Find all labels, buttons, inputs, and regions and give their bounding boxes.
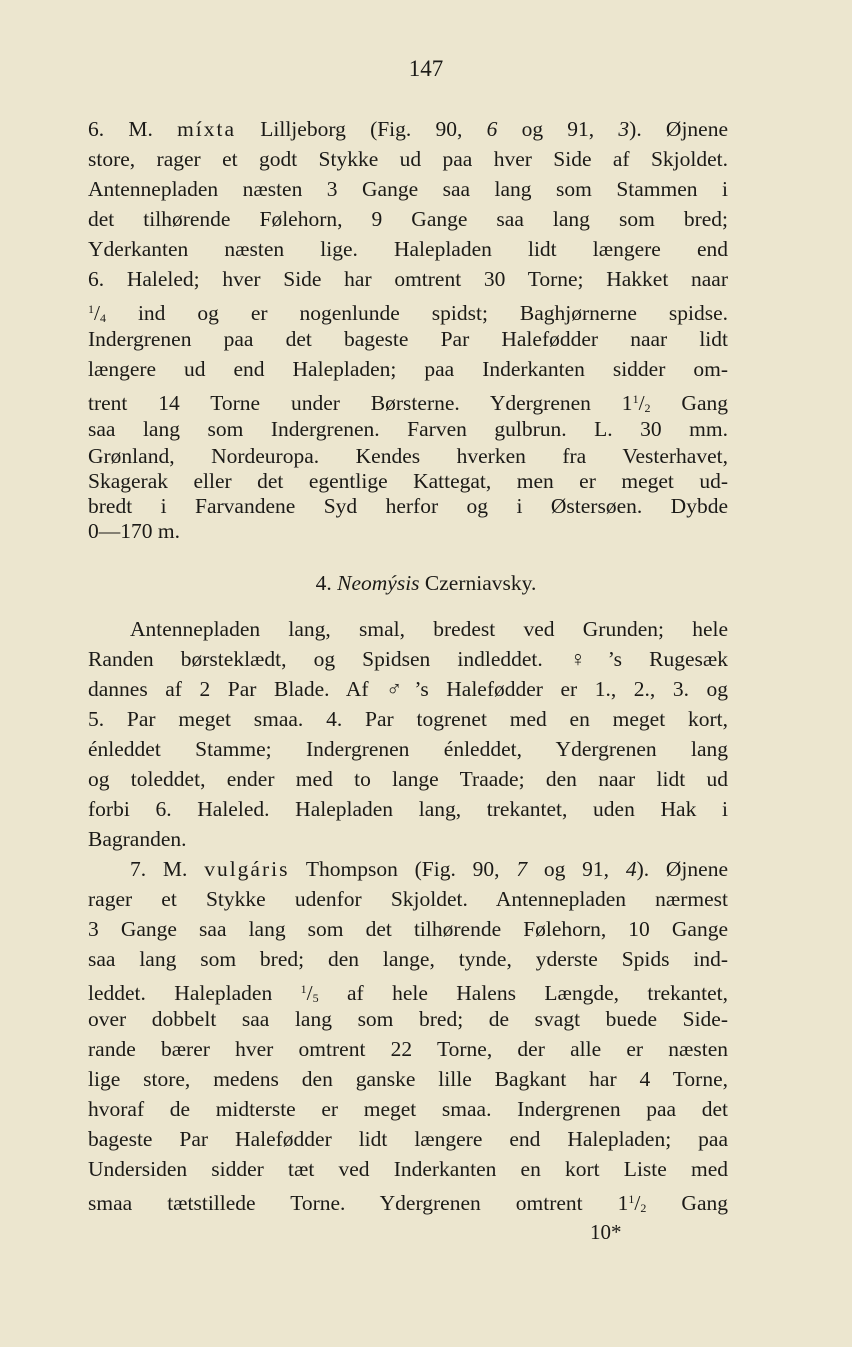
text-line: rande bærer hver omtrent 22 Torne, der alle er næsten (88, 1037, 728, 1061)
text-line: Antennepladen næsten 3 Gange saa lang som Stammen i (88, 177, 728, 201)
fraction-numerator: 1 (88, 302, 94, 316)
text-line: over dobbelt saa lang som bred; de svagt buede Side- (88, 1007, 728, 1031)
text-line: Randen børsteklædt, og Spidsen indleddet. ♀’s Rugesæk (88, 647, 728, 671)
genus-description (88, 614, 728, 854)
text-line: saa lang som Indergrenen. Farven gulbrun. L. 30 mm. (88, 417, 728, 441)
text-line: Indergrenen paa det bageste Par Halefødder naar lidt (88, 327, 728, 351)
text-line: 7. M. vulgáris Thompson (Fig. 90, 7 og 91, 4). Øjnene (130, 857, 728, 881)
page-number: 147 (408, 56, 444, 81)
text-line: lige store, medens den ganske lille Bagkant har 4 Torne, (88, 1067, 728, 1091)
fraction-denominator: 4 (99, 311, 106, 325)
text-line: trent 14 Torne under Børsterne. Ydergrenen $1^1/_2$ Gang (88, 391, 728, 415)
text-line: smaa tætstillede Torne. Ydergrenen omtrent $1^1/_2$ Gang (88, 1191, 728, 1215)
fraction-numerator: 1 (632, 392, 639, 406)
fraction-denominator: 2 (640, 1201, 647, 1215)
fraction-denominator: 5 (312, 991, 319, 1005)
text-line: 3 Gange saa lang som det tilhørende Følehorn, 10 Gange (88, 917, 728, 941)
species-name: míxta (177, 117, 237, 141)
text-line: bageste Par Halefødder lidt længere end Halepladen; paa (88, 1127, 728, 1151)
text-line: leddet. Halepladen $^1/_5$ af hele Halens Længde, trekantet, (88, 981, 728, 1005)
text-line: Antennepladen lang, smal, bredest ved Grunden; hele (130, 617, 728, 641)
text-line: $^1/_4$ ind og er nogenlunde spidst; Baghjørnerne spidse. (88, 301, 728, 325)
text-line: Bagranden. (88, 827, 187, 851)
text-line: og toleddet, ender med to lange Traade; den naar lidt ud (88, 767, 728, 791)
section-7-vulgaris (88, 854, 728, 1214)
genus-heading: 4. Neomýsis Czerniavsky. (315, 571, 537, 595)
text-line: dannes af 2 Par Blade. Af ♂’s Halefødder er 1., 2., 3. og (88, 677, 728, 701)
signature-mark: 10* (590, 1220, 622, 1244)
text-line: Undersiden sidder tæt ved Inderkanten en kort Liste med (88, 1157, 728, 1181)
text-line: saa lang som bred; den lange, tynde, yderste Spids ind- (88, 947, 728, 971)
text-line: længere ud end Halepladen; paa Inderkanten sidder om- (88, 357, 728, 381)
text-line: Grønland, Nordeuropa. Kendes hverken fra Vesterhavet, (88, 444, 728, 468)
text-line: Yderkanten næsten lige. Halepladen lidt længere end (88, 237, 728, 261)
text-line: Skagerak eller det egentlige Kattegat, men er meget ud- (88, 469, 728, 493)
text-line: 5. Par meget smaa. 4. Par togrenet med en meget kort, (88, 707, 728, 731)
genus-name: Neomýsis (337, 571, 420, 595)
text-line: hvoraf de midterste er meget smaa. Indergrenen paa det (88, 1097, 728, 1121)
text-line: det tilhørende Følehorn, 9 Gange saa lang som bred; (88, 207, 728, 231)
fraction-denominator: 2 (644, 401, 651, 415)
text-line: 6. M. míxta Lilljeborg (Fig. 90, 6 og 91, 3). Øjnene (88, 117, 728, 141)
text-line: store, rager et godt Stykke ud paa hver Side af Skjoldet. (88, 147, 728, 171)
text-line: bredt i Farvandene Syd herfor og i Østersøen. Dybde (88, 494, 728, 518)
section-6-mixta (88, 114, 728, 544)
fraction-numerator: 1 (300, 982, 307, 996)
text-line: 0—170 m. (88, 519, 180, 543)
text-line: rager et Stykke udenfor Skjoldet. Antennepladen nærmest (88, 887, 728, 911)
text-line: forbi 6. Haleled. Halepladen lang, trekantet, uden Hak i (88, 797, 728, 821)
species-name: vulgáris (204, 857, 290, 881)
text-line: 6. Haleled; hver Side har omtrent 30 Torne; Hakket naar (88, 267, 728, 291)
text-line: énleddet Stamme; Indergrenen énleddet, Ydergrenen lang (88, 737, 728, 761)
fraction-numerator: 1 (628, 1192, 635, 1206)
